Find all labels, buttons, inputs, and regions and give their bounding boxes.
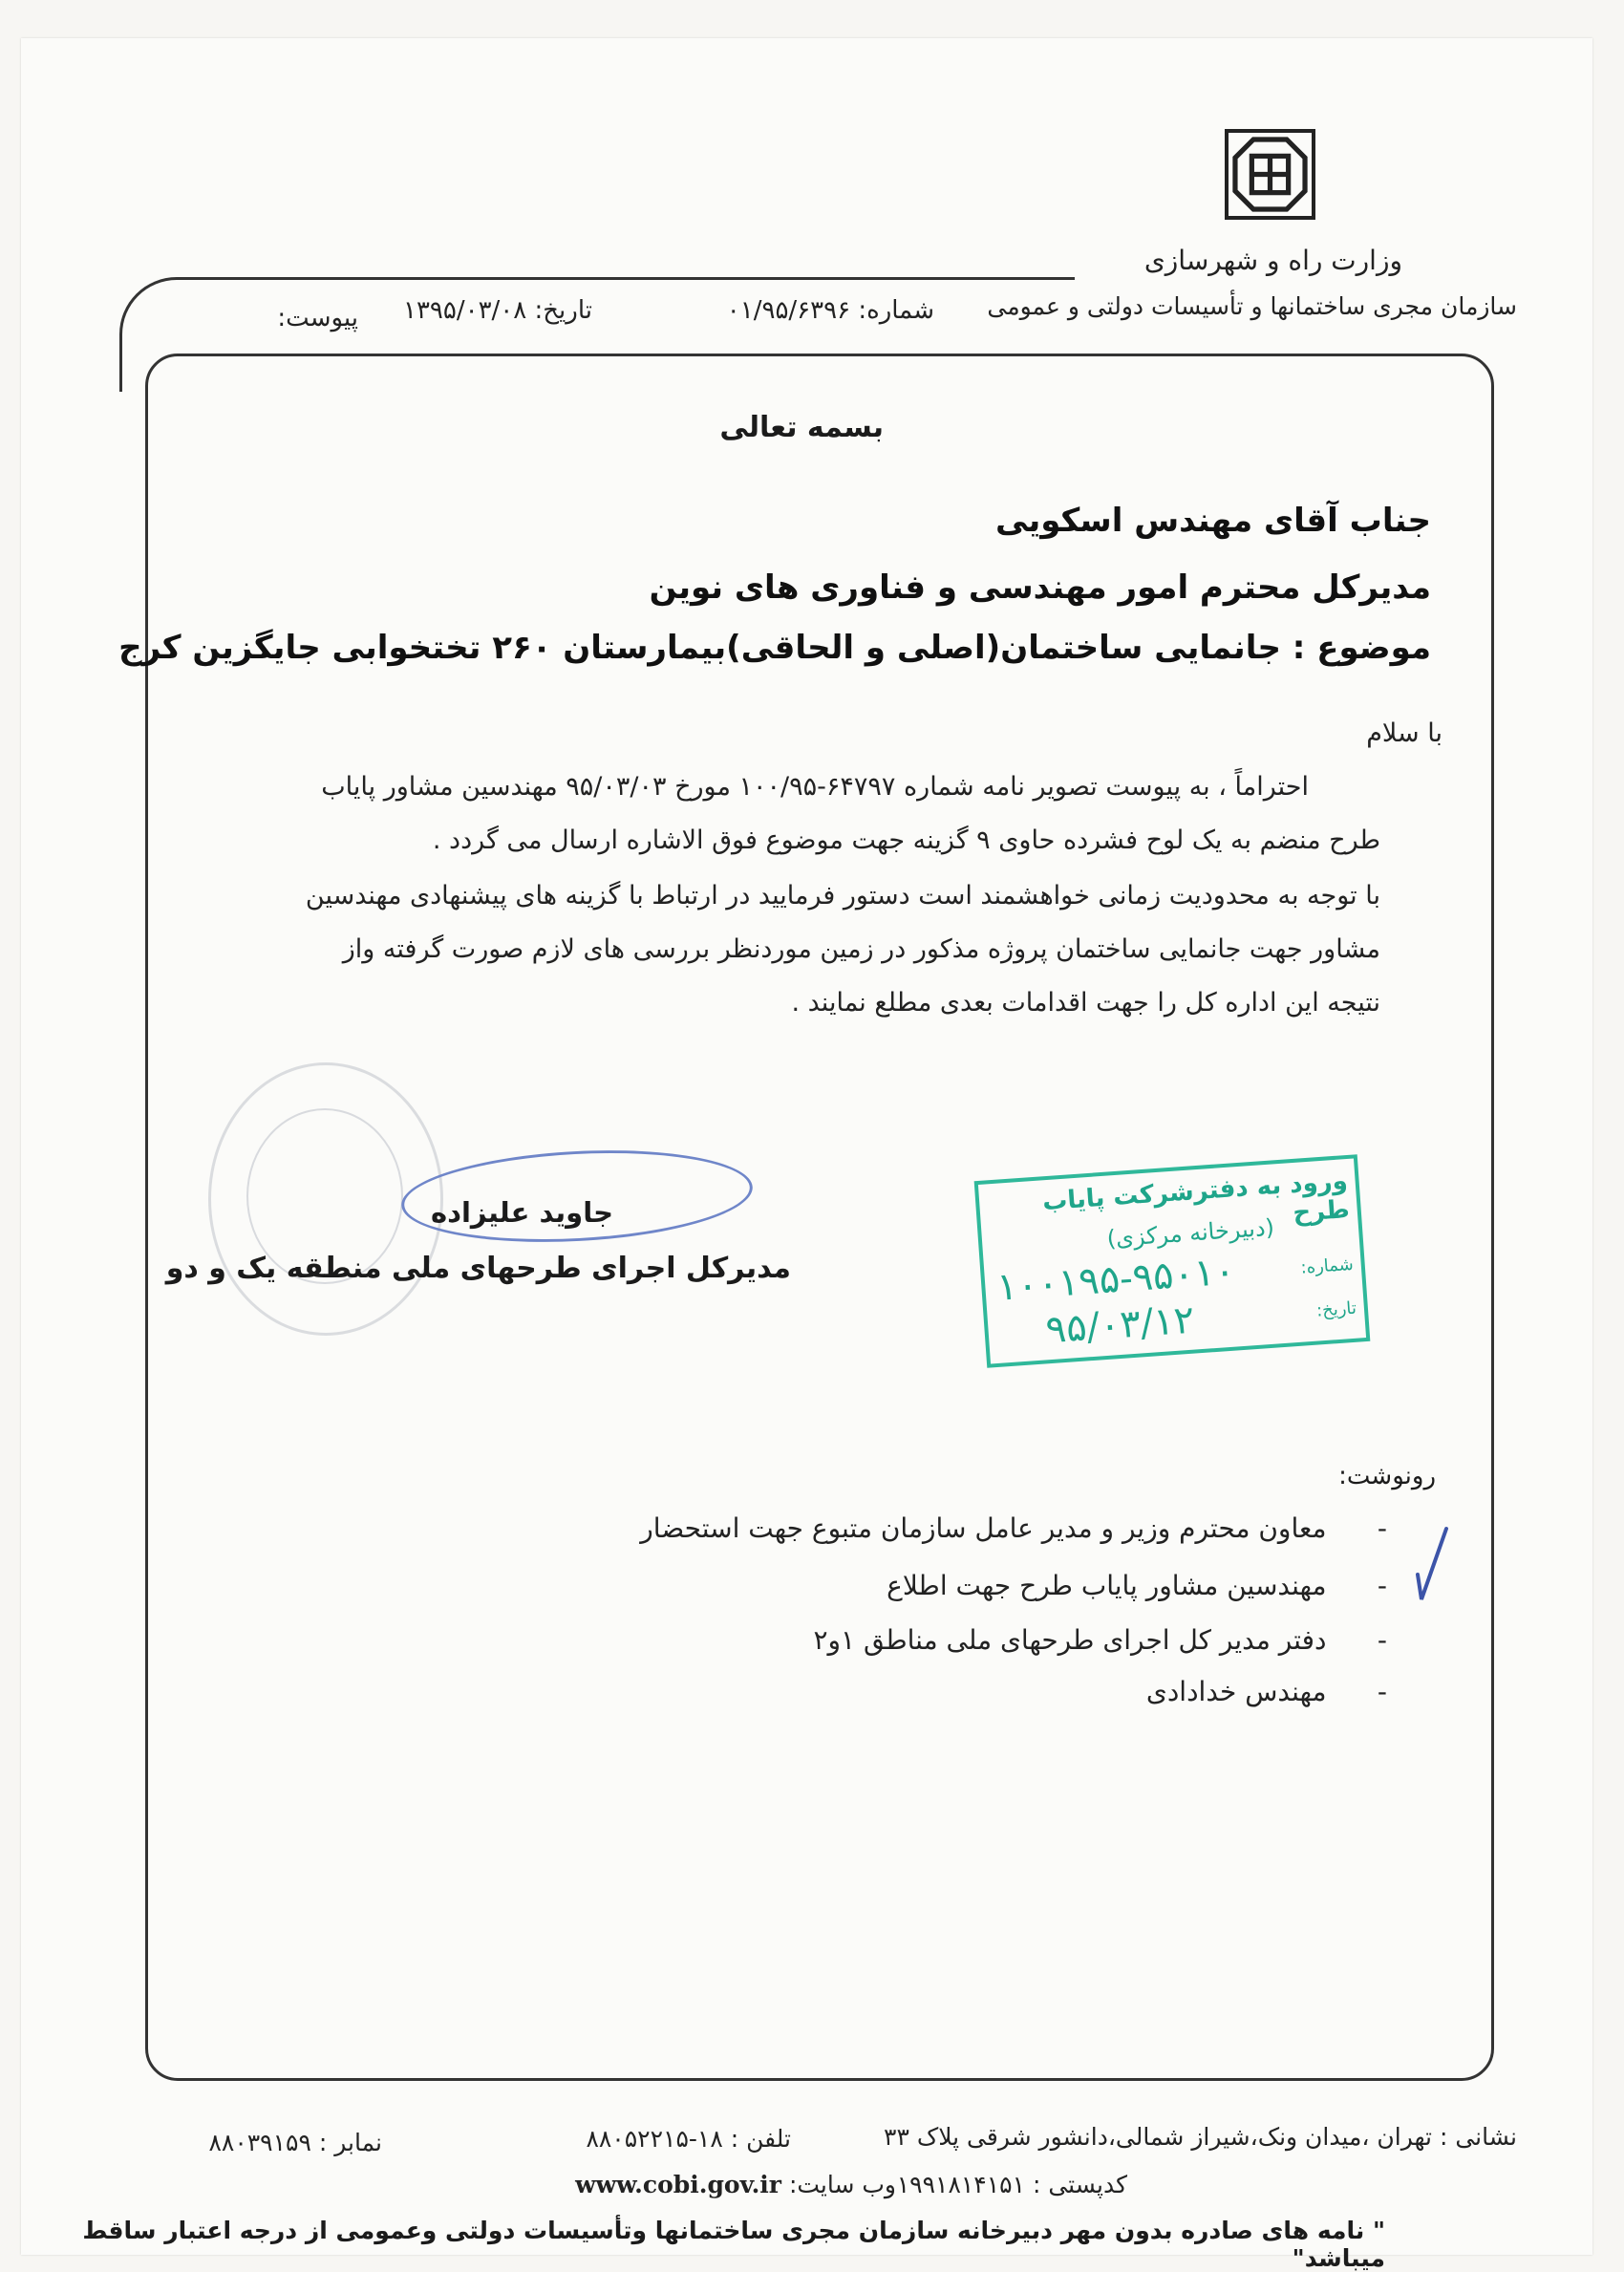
cc-item: - مهندس خدادادی	[1145, 1676, 1387, 1707]
number-value: ۰۱/۹۵/۶۳۹۶	[726, 296, 851, 325]
ministry-logo	[1225, 129, 1315, 220]
invocation: بسمه تعالی	[719, 411, 884, 444]
subject-line: موضوع : جانمایی ساختمان(اصلی و الحاقی)بیمارستان ۲۶۰ تختخوابی جایگزین کرج	[118, 629, 1431, 667]
cc-item: - مهندسین مشاور پایاب طرح جهت اطلاع	[887, 1570, 1387, 1601]
footer-website[interactable]	[575, 2171, 896, 2198]
footer-notice: " نامه های صادره بدون مهر دبیرخانه سازمان مجری ساختمانها وتأسیسات دولتی وعمومی از درجه اعتبار ساقط میباشد"	[82, 2217, 1385, 2272]
signer-title: مدیرکل اجرای طرحهای ملی منطقه یک و دو	[165, 1252, 791, 1285]
ministry-name: وزارت راه و شهرسازی	[1143, 245, 1402, 276]
check-mark-icon	[1412, 1525, 1450, 1601]
footer-address: نشانی : تهران ،میدان ونک،شیراز شمالی،دانشور شرقی پلاک ۳۳	[884, 2123, 1517, 2151]
registration-stamp	[974, 1154, 1371, 1368]
cc-item-text: معاون محترم وزیر و مدیر عامل سازمان متبوع جهت استحضار	[640, 1512, 1327, 1544]
date-value: ۱۳۹۵/۰۳/۰۸	[402, 296, 527, 325]
footer-phone: تلفن : ۱۸-۸۸۰۵۲۲۱۵	[586, 2125, 791, 2153]
stamp-number-label: شماره:	[1299, 1254, 1355, 1278]
cc-item: - دفتر مدیر کل اجرای طرحهای ملی مناطق ۱و۲	[813, 1624, 1387, 1656]
cc-item-text: دفتر مدیر کل اجرای طرحهای ملی مناطق ۱و۲	[813, 1624, 1327, 1656]
footer-postal-code: کدپستی : ۱۹۹۱۸۱۴۱۵۱	[896, 2171, 1127, 2198]
number-label: شماره:	[858, 296, 934, 325]
stamp-date-label: تاریخ:	[1315, 1297, 1357, 1321]
body-line: مشاور جهت جانمایی ساختمان پروژه مذکور در زمین موردنظر بررسی های لازم صورت گرفته واز	[342, 934, 1380, 964]
cc-item: - معاون محترم وزیر و مدیر عامل سازمان متبوع جهت استحضار	[640, 1512, 1387, 1544]
stamp-line2: (دبیرخانه مرکزی)	[1105, 1213, 1275, 1253]
cc-item-text: مهندس خدادادی	[1145, 1676, 1327, 1707]
footer-fax: نمابر : ۸۸۰۳۹۱۵۹	[208, 2129, 382, 2156]
recipient-name: جناب آقای مهندس اسکویی	[995, 502, 1431, 540]
greeting: با سلام	[1366, 718, 1442, 748]
cc-label: رونوشت:	[1338, 1462, 1436, 1490]
ministry-logo-icon	[1229, 133, 1312, 216]
organization-name: سازمان مجری ساختمانها و تأسیسات دولتی و عمومی	[987, 292, 1517, 320]
stamp-line1: ورود به دفترشرکت پایاب طرح	[1041, 1167, 1351, 1229]
website-link[interactable]: www.cobi.gov.ir	[575, 2171, 781, 2198]
body-line: طرح منضم به یک لوح فشرده حاوی ۹ گزینه جهت موضوع فوق الاشاره ارسال می گردد .	[432, 825, 1380, 855]
signer-name: جاوید علیزاده	[430, 1196, 613, 1229]
website-label: وب سایت:	[788, 2171, 896, 2198]
stamp-date-value: ۹۵/۰۳/۱۲	[1044, 1297, 1196, 1353]
attachment-label: پیوست:	[277, 304, 358, 332]
recipient-title: مدیرکل محترم امور مهندسی و فناوری های نوین	[649, 568, 1431, 607]
body-line: احتراماً ، به پیوست تصویر نامه شماره ۶۴۷۹۷-۱۰۰/۹۵ مورخ ۹۵/۰۳/۰۳ مهندسین مشاور پایاب	[321, 772, 1309, 802]
body-line: نتیجه این اداره کل را جهت اقدامات بعدی مطلع نمایند .	[791, 988, 1380, 1018]
cc-item-text: مهندسین مشاور پایاب طرح جهت اطلاع	[887, 1570, 1327, 1601]
date-label: تاریخ:	[534, 296, 592, 325]
stamp-number-value: ۱۰۰۱۹۵-۹۵۰۱۰	[994, 1249, 1237, 1310]
body-line: با توجه به محدودیت زمانی خواهشمند است دستور فرمایید در ارتباط با گزینه های پیشنهادی مهندسین	[305, 881, 1380, 911]
